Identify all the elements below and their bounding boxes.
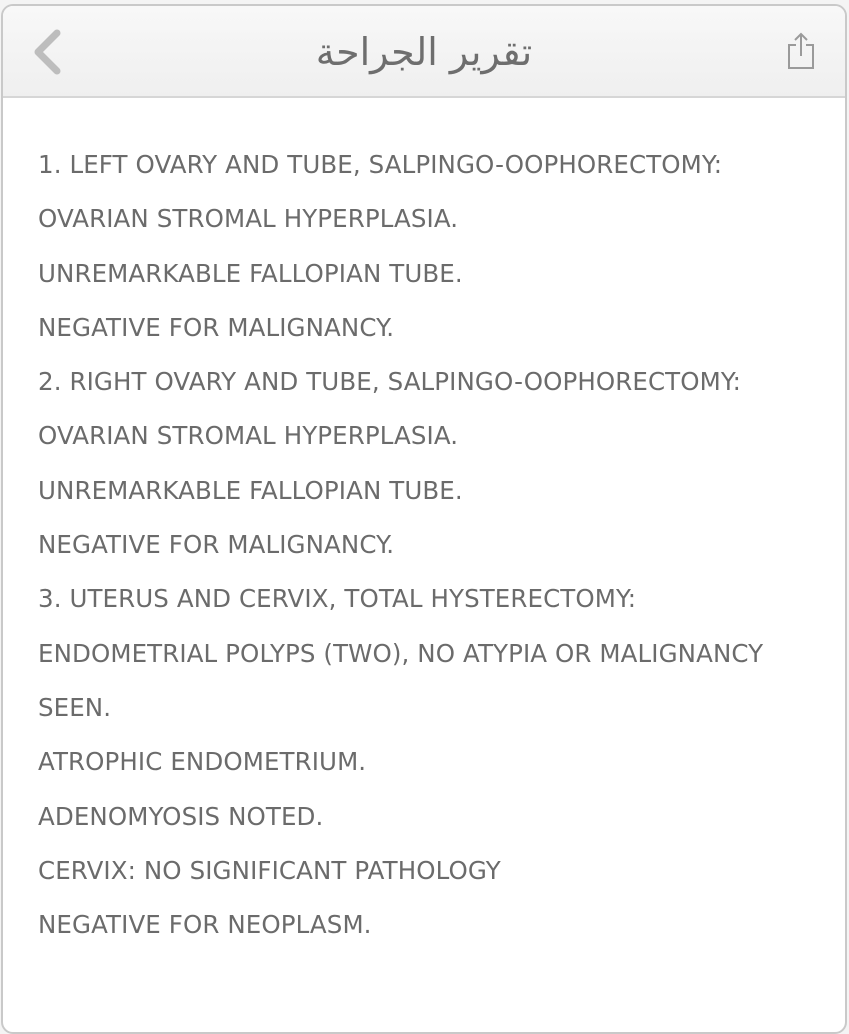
report-line: ADENOMYOSIS NOTED. (38, 801, 324, 831)
back-button[interactable] (25, 24, 69, 80)
share-icon (786, 31, 816, 71)
report-line: ENDOMETRIAL POLYPS (TWO), NO ATYPIA OR MALIGNANCY (38, 638, 764, 668)
report-line: OVARIAN STROMAL HYPERPLASIA. (38, 204, 459, 234)
report-line: NEGATIVE FOR MALIGNANCY. (38, 530, 395, 560)
report-line: SEEN. (38, 692, 112, 722)
page-title: تقرير الجراحة (315, 30, 533, 74)
report-line: 2. RIGHT OVARY AND TUBE, SALPINGO-OOPHORECTOMY: (38, 367, 742, 397)
report-line: 3. UTERUS AND CERVIX, TOTAL HYSTERECTOMY: (38, 584, 637, 614)
report-line: CERVIX: NO SIGNIFICANT PATHOLOGY (38, 855, 501, 885)
chevron-left-icon (30, 28, 64, 76)
surgery-report-text (38, 138, 815, 952)
report-line: NEGATIVE FOR NEOPLASM. (38, 910, 372, 940)
report-line: NEGATIVE FOR MALIGNANCY. (38, 312, 395, 342)
report-line: UNREMARKABLE FALLOPIAN TUBE. (38, 475, 463, 505)
report-line: 1. LEFT OVARY AND TUBE, SALPINGO-OOPHORECTOMY: (38, 150, 723, 179)
report-line: OVARIAN STROMAL HYPERPLASIA. (38, 421, 459, 451)
share-button[interactable] (781, 28, 821, 74)
report-line: UNREMARKABLE FALLOPIAN TUBE. (38, 258, 463, 288)
report-line: ATROPHIC ENDOMETRIUM. (38, 747, 367, 777)
app-window (1, 4, 847, 1034)
navigation-bar (3, 6, 845, 98)
